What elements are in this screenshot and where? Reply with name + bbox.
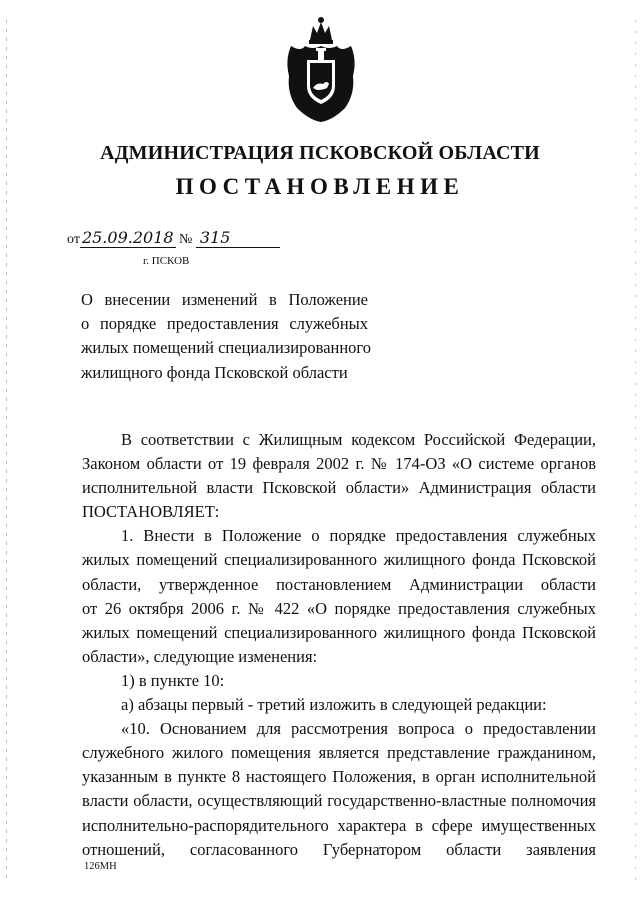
document-body [82,428,596,862]
document-number: 315 [196,228,280,248]
subject-line: О внесении изменений в Положение [81,290,368,309]
body-line: области», следующие изменения: [82,646,318,666]
body-line: исполнительно-распорядительного характера в сфере имущественных [82,815,596,835]
body-line: исполнительной власти Псковской области» Администрация области [82,478,596,498]
subject-line: о порядке предоставления служебных [81,314,368,334]
body-line: власти области, осуществляющий государственно-властные полномочия [82,791,596,811]
body-line: служебного жилого помещения является представление гражданином, [82,743,596,763]
body-line: 1) в пункте 10: [121,670,225,690]
body-line: а) абзацы первый - третий изложить в следующей редакции: [121,695,547,715]
subject-line: жилых помещений специализированного [81,338,372,358]
date-number-line [67,228,280,248]
document-subject [81,288,372,385]
body-line: ПОСТАНОВЛЯЕТ: [82,502,220,522]
subject-line: жилищного фонда Псковской области [81,362,348,382]
pskov-coat-of-arms-icon [283,16,359,124]
body-line: отношений, согласованного Губернатором области заявления [82,839,596,859]
body-line: жилых помещений специализированного жилищного фонда Псковской [82,550,596,570]
city-label: г. ПСКОВ [143,255,190,267]
document-type-title: ПОСТАНОВЛЕНИЕ [175,174,465,199]
body-line: указанным в пункте 8 настоящего Положения, в орган исполнительной [82,767,596,787]
body-line: от 26 октября 2006 г. № 422 «О порядке предоставления служебных [82,598,596,618]
footer-code: 126МН [84,861,117,872]
org-title: АДМИНИСТРАЦИЯ ПСКОВСКОЙ ОБЛАСТИ [100,142,540,164]
body-line: Законом области от 19 февраля 2002 г. № 174-ОЗ «О системе органов [82,454,596,474]
body-line: области, утвержденное постановлением Администрации области [82,574,596,594]
body-line: 1. Внести в Положение о порядке предоставления служебных [121,526,596,546]
body-line: В соответствии с Жилищным кодексом Российской Федерации, [121,430,596,449]
body-line: жилых помещений специализированного жилищного фонда Псковской [82,622,596,642]
number-prefix: № [179,232,193,247]
date-prefix: от [67,232,80,247]
body-line: «10. Основанием для рассмотрения вопроса о предоставлении [121,719,596,739]
document-date: 25.09.2018 [81,228,174,247]
